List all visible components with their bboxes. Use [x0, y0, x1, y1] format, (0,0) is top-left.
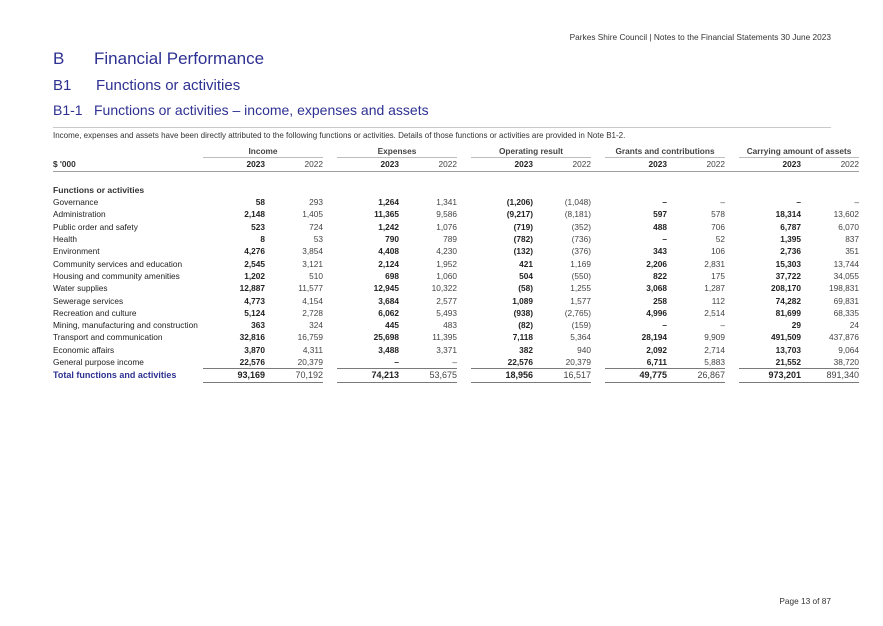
column-gap	[591, 221, 605, 233]
table-row	[53, 331, 859, 343]
column-gap	[725, 356, 739, 369]
column-gap	[725, 245, 739, 257]
value-2023: 258	[653, 295, 667, 306]
row-label: General purpose income	[53, 357, 144, 368]
value-2023: 6,787	[780, 221, 802, 232]
note-number: B1-1	[53, 102, 83, 118]
section-title: Financial Performance	[94, 49, 265, 68]
table-row	[53, 208, 859, 220]
year-header-prior: 2022	[801, 158, 859, 171]
column-gap	[323, 369, 337, 382]
column-gap	[591, 369, 605, 382]
value-2023: 491,509	[771, 332, 802, 343]
value-2022: 112	[711, 295, 726, 306]
value-2023: 22,576	[507, 357, 533, 368]
value-2022: 293	[309, 197, 323, 208]
value-2022: 1,287	[704, 283, 726, 294]
value-2022: 2,577	[436, 295, 457, 306]
value-2022: 1,577	[570, 295, 591, 306]
value-2022: 4,154	[302, 295, 323, 306]
value-2022: 2,714	[704, 344, 726, 355]
value-2022: 20,379	[565, 357, 591, 368]
row-label: Recreation and culture	[53, 307, 137, 318]
value-2023: 1,264	[378, 197, 399, 208]
value-2023: 12,887	[239, 283, 265, 294]
value-2023: 49,775	[605, 369, 667, 382]
column-gap	[323, 270, 337, 282]
column-gap	[457, 344, 471, 356]
column-gap	[457, 145, 471, 158]
column-gap	[591, 331, 605, 343]
column-gap	[457, 196, 471, 208]
table-row	[53, 319, 859, 331]
column-gap	[591, 145, 605, 158]
column-gap	[591, 208, 605, 220]
value-2023: 7,118	[512, 332, 533, 343]
row-label: Mining, manufacturing and construction	[53, 320, 198, 331]
value-2023: 29	[791, 320, 802, 331]
value-2022: 1,255	[570, 283, 591, 294]
value-2023: 25,698	[373, 332, 399, 343]
year-header-prior: 2022	[399, 158, 457, 171]
value-2023: 2,545	[244, 258, 265, 269]
value-2023: 6,711	[646, 357, 667, 368]
value-2022: 1,952	[436, 258, 457, 269]
intro-text: Income, expenses and assets have been directly attributed to the following functions or activities. Details of those functions or activities are provided in Note B1-2.	[53, 131, 626, 140]
value-2022: 38,720	[833, 357, 860, 368]
column-gap	[323, 307, 337, 319]
value-2023: 13,703	[775, 344, 802, 355]
running-header: Parkes Shire Council | Notes to the Financial Statements 30 June 2023	[569, 32, 831, 42]
column-gap	[457, 233, 471, 245]
value-2023: 37,722	[775, 270, 802, 281]
value-2022: (159)	[571, 320, 591, 331]
value-2022: 24	[849, 320, 860, 331]
value-2023: 21,552	[775, 357, 802, 368]
value-2022: 324	[309, 320, 323, 331]
value-2023: 2,092	[646, 344, 667, 355]
value-2022: (550)	[571, 270, 591, 281]
row-label: Public order and safety	[53, 221, 138, 232]
column-gap	[725, 196, 739, 208]
value-2023: 2,124	[378, 258, 399, 269]
value-2022: 52	[715, 234, 726, 245]
column-gap	[323, 245, 337, 257]
column-gap	[725, 270, 739, 282]
value-2023: 1,395	[780, 234, 802, 245]
value-2022: 5,493	[436, 307, 457, 318]
column-gap	[323, 356, 337, 369]
value-2023: (132)	[513, 246, 533, 257]
value-2022: 13,602	[833, 209, 860, 220]
value-2023: (1,206)	[506, 197, 533, 208]
row-label: Sewerage services	[53, 295, 124, 306]
row-label: Health	[53, 234, 77, 245]
column-gap	[725, 233, 739, 245]
table-row	[53, 258, 859, 270]
row-label: Administration	[53, 209, 106, 220]
column-gap	[323, 258, 337, 270]
subsection-heading	[53, 77, 240, 94]
row-label: Governance	[53, 197, 99, 208]
value-2022: 1,076	[436, 221, 457, 232]
functions-table	[53, 145, 859, 383]
row-label: Water supplies	[53, 283, 108, 294]
column-gap	[457, 356, 471, 369]
column-gap	[457, 369, 471, 382]
table-row	[53, 221, 859, 233]
value-2022: 4,230	[436, 246, 457, 257]
value-2022: (352)	[571, 221, 591, 232]
column-gap	[457, 245, 471, 257]
row-label: Economic affairs	[53, 344, 115, 355]
value-2022: 68,335	[833, 307, 860, 318]
value-2023: 488	[653, 221, 667, 232]
value-2023: 2,206	[646, 258, 667, 269]
value-2022: (2,765)	[564, 307, 591, 318]
column-gap	[323, 282, 337, 294]
column-gap	[323, 295, 337, 307]
section-number: B	[53, 49, 65, 68]
value-2023: 3,870	[244, 344, 265, 355]
value-2022: (1,048)	[564, 197, 591, 208]
value-2022: 578	[711, 209, 726, 220]
value-2023: (938)	[513, 307, 533, 318]
value-2023: 4,773	[244, 295, 265, 306]
table-row	[53, 307, 859, 319]
table-row	[53, 270, 859, 282]
value-2022: 10,322	[431, 283, 457, 294]
value-2022: 53,675	[399, 369, 457, 382]
value-2022: –	[854, 197, 860, 208]
value-2023: 790	[385, 234, 399, 245]
value-2023: 382	[519, 344, 533, 355]
value-2023: –	[796, 197, 802, 208]
value-2022: 69,831	[833, 295, 860, 306]
value-2022: 13,744	[833, 258, 860, 269]
value-2022: 510	[309, 270, 323, 281]
page-number: Page 13 of 87	[779, 596, 831, 606]
column-gap	[725, 331, 739, 343]
value-2023: 8	[260, 234, 265, 245]
value-2023: 28,194	[641, 332, 667, 343]
value-2022: 53	[313, 234, 323, 245]
value-2023: 15,303	[775, 258, 802, 269]
value-2022: 2,514	[704, 307, 726, 318]
value-2022: 198,831	[829, 283, 860, 294]
value-2022: 2,728	[302, 307, 323, 318]
value-2022: 11,395	[432, 332, 457, 343]
value-2023: 11,365	[374, 209, 399, 220]
column-gap	[591, 245, 605, 257]
table-row	[53, 245, 859, 257]
value-2022: 20,379	[297, 357, 323, 368]
value-2023: 2,736	[780, 246, 802, 257]
column-gap	[457, 208, 471, 220]
value-2023: –	[662, 197, 667, 208]
value-2023: 4,408	[378, 246, 399, 257]
column-gap	[725, 221, 739, 233]
column-gap	[725, 258, 739, 270]
value-2023: 32,816	[239, 332, 265, 343]
value-2023: 597	[653, 209, 667, 220]
year-header-current: 2023	[337, 158, 399, 171]
value-2023: 421	[519, 258, 533, 269]
column-gap	[457, 282, 471, 294]
note-heading	[53, 102, 429, 118]
column-gap	[457, 221, 471, 233]
value-2023: 93,169	[203, 369, 265, 382]
group-header: Income	[203, 145, 323, 158]
value-2022: 11,577	[298, 283, 323, 294]
note-title: Functions or activities – income, expenses and assets	[94, 102, 429, 118]
value-2023: 4,276	[244, 246, 265, 257]
year-header-current: 2023	[739, 158, 801, 171]
year-header-prior: 2022	[265, 158, 323, 171]
value-2023: 504	[519, 270, 533, 281]
group-header: Operating result	[471, 145, 591, 158]
value-2022: 106	[711, 246, 726, 257]
value-2023: (82)	[518, 320, 533, 331]
value-2023: 1,202	[244, 270, 265, 281]
column-gap	[457, 158, 471, 171]
value-2022: 940	[577, 344, 591, 355]
column-gap	[591, 282, 605, 294]
value-2022: 2,831	[704, 258, 726, 269]
column-gap	[725, 145, 739, 158]
value-2023: 18,314	[775, 209, 802, 220]
year-header-prior: 2022	[533, 158, 591, 171]
column-gap	[457, 319, 471, 331]
value-2022: 26,867	[667, 369, 725, 382]
table-year-header-row	[53, 158, 859, 171]
value-2023: 74,282	[775, 295, 802, 306]
value-2023: 12,945	[373, 283, 399, 294]
value-2023: 363	[251, 320, 265, 331]
value-2022: 175	[711, 270, 726, 281]
column-gap	[323, 221, 337, 233]
value-2022: 837	[845, 234, 860, 245]
section-label: Functions or activities	[53, 184, 145, 195]
value-2022: 4,311	[302, 344, 323, 355]
column-gap	[725, 319, 739, 331]
value-2022: 724	[309, 221, 323, 232]
value-2023: (782)	[513, 234, 533, 245]
group-header: Expenses	[337, 145, 457, 158]
value-2023: 74,213	[337, 369, 399, 382]
column-gap	[591, 233, 605, 245]
column-gap	[323, 196, 337, 208]
value-2022: 3,371	[436, 344, 457, 355]
value-2023: 822	[653, 270, 667, 281]
column-gap	[323, 145, 337, 158]
year-header-prior: 2022	[667, 158, 725, 171]
column-gap	[323, 331, 337, 343]
column-gap	[591, 356, 605, 369]
year-header-current: 2023	[605, 158, 667, 171]
value-2023: 208,170	[771, 283, 802, 294]
value-2022: (376)	[571, 246, 591, 257]
group-header: Grants and contributions	[605, 145, 725, 158]
value-2022: 6,070	[838, 221, 860, 232]
value-2023: 5,124	[244, 307, 265, 318]
subsection-number: B1	[53, 77, 72, 94]
row-label: Total functions and activities	[53, 370, 177, 381]
table-row	[53, 356, 859, 369]
value-2022: 351	[845, 246, 860, 257]
value-2022: 789	[443, 234, 457, 245]
table-section-row	[53, 184, 859, 196]
column-gap	[457, 331, 471, 343]
spacer-cell	[53, 171, 859, 184]
value-2023: 343	[653, 246, 667, 257]
value-2023: (58)	[518, 283, 533, 294]
column-gap	[323, 208, 337, 220]
column-gap	[457, 307, 471, 319]
value-2022: 437,876	[829, 332, 860, 343]
row-label: Transport and communication	[53, 332, 163, 343]
value-2022: 1,405	[302, 209, 323, 220]
value-2023: 445	[385, 320, 399, 331]
value-2022: 9,909	[704, 332, 726, 343]
column-gap	[457, 295, 471, 307]
table-row	[53, 196, 859, 208]
value-2023: 698	[385, 270, 399, 281]
value-2022: 70,192	[265, 369, 323, 382]
value-2022: 706	[711, 221, 726, 232]
value-2023: 1,089	[512, 295, 533, 306]
value-2023: (9,217)	[506, 209, 533, 220]
column-gap	[725, 158, 739, 171]
value-2022: 16,517	[533, 369, 591, 382]
value-2023: 22,576	[239, 357, 265, 368]
divider	[53, 127, 831, 128]
table-spacer	[53, 171, 859, 184]
table-row	[53, 282, 859, 294]
group-header-blank	[53, 145, 203, 158]
column-gap	[323, 344, 337, 356]
value-2022: 34,055	[833, 270, 860, 281]
value-2023: 3,068	[646, 283, 667, 294]
column-gap	[725, 208, 739, 220]
column-gap	[725, 307, 739, 319]
value-2022: 3,121	[302, 258, 323, 269]
column-gap	[323, 319, 337, 331]
column-gap	[323, 158, 337, 171]
value-2022: 3,854	[302, 246, 323, 257]
value-2023: 973,201	[739, 369, 801, 382]
value-2022: 9,064	[838, 344, 860, 355]
value-2022: 1,060	[436, 270, 457, 281]
row-label: Housing and community amenities	[53, 270, 180, 281]
value-2023: 4,996	[646, 307, 667, 318]
value-2023: 81,699	[775, 307, 802, 318]
column-gap	[725, 282, 739, 294]
table-row	[53, 233, 859, 245]
column-gap	[725, 295, 739, 307]
subsection-title: Functions or activities	[96, 77, 241, 94]
value-2023: 3,684	[378, 295, 399, 306]
value-2023: (719)	[513, 221, 533, 232]
table-body	[53, 145, 859, 382]
column-gap	[457, 258, 471, 270]
section-heading	[53, 49, 264, 69]
value-2023: 18,956	[471, 369, 533, 382]
year-header-current: 2023	[203, 158, 265, 171]
table-group-header-row	[53, 145, 859, 158]
value-2023: 523	[251, 221, 265, 232]
value-2022: –	[720, 197, 726, 208]
value-2023: 2,148	[244, 209, 265, 220]
value-2022: –	[720, 320, 726, 331]
column-gap	[591, 344, 605, 356]
column-gap	[323, 233, 337, 245]
unit-label: $ '000	[53, 158, 203, 171]
value-2022: 5,883	[704, 357, 726, 368]
value-2022: –	[452, 357, 457, 368]
value-2023: 3,488	[378, 344, 399, 355]
value-2022: 1,169	[570, 258, 591, 269]
value-2023: 6,062	[378, 307, 399, 318]
value-2023: 1,242	[378, 221, 399, 232]
value-2022: 1,341	[436, 197, 457, 208]
value-2023: –	[394, 357, 399, 368]
column-gap	[725, 369, 739, 382]
value-2023: –	[662, 234, 667, 245]
value-2022: 9,586	[436, 209, 457, 220]
column-gap	[591, 270, 605, 282]
value-2022: 483	[443, 320, 457, 331]
value-2022: (8,181)	[564, 209, 591, 220]
column-gap	[725, 344, 739, 356]
value-2022: 891,340	[801, 369, 859, 382]
value-2022: 5,364	[570, 332, 591, 343]
column-gap	[591, 258, 605, 270]
row-label: Community services and education	[53, 258, 183, 269]
value-2023: 58	[255, 197, 265, 208]
total-row	[53, 369, 859, 382]
group-header: Carrying amount of assets	[739, 145, 859, 158]
column-gap	[591, 295, 605, 307]
row-label: Environment	[53, 246, 100, 257]
value-2023: –	[662, 320, 667, 331]
column-gap	[457, 270, 471, 282]
column-gap	[591, 319, 605, 331]
value-2022: (736)	[571, 234, 591, 245]
table-row	[53, 344, 859, 356]
year-header-current: 2023	[471, 158, 533, 171]
column-gap	[591, 158, 605, 171]
value-2022: 16,759	[297, 332, 323, 343]
table-row	[53, 295, 859, 307]
column-gap	[591, 196, 605, 208]
column-gap	[591, 307, 605, 319]
